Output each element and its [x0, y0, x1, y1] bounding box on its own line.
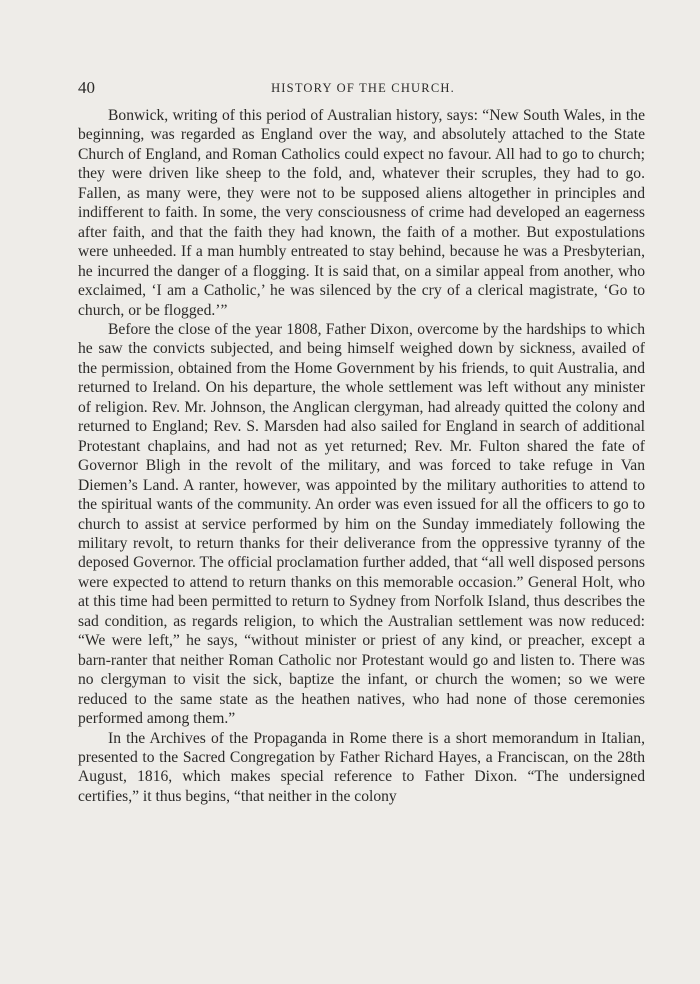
page-header [78, 78, 648, 98]
paragraph-propaganda-archives: In the Archives of the Propaganda in Rome there is a short memorandum in Italian, presented to the Sacred Congregation by Father Richard Hayes, a Franciscan, on the 28th August, 1816, which makes special reference to Father Dixon. “The undersigned certifies,” it thus begins, “that neither in the colony [78, 729, 645, 805]
paragraph-bonwick-quote: Bonwick, writing of this period of Australian history, says: “New South Wales, in the beginning, was regarded as England over the way, and absolutely attached to the State Church of England, and Roman Catholics could expect no favour. All had to go to church; they were driven like sheep to the fold, and, whatever their scruples, they had to go. Fallen, as many were, they were not to be supposed aliens altogether in principles and indifferent to faith. In some, the very consciousness of crime had developed an eagerness after faith, and that the faith they had known, the faith of a mother. But expostulations were unheeded. If a man humbly entreated to stay behind, because he was a Presbyterian, he incurred the danger of a flogging. It is said that, on a similar appeal from another, who exclaimed, ‘I am a Catholic,’ he was silenced by the cry of a clerical magistrate, ‘Go to church, or be flogged.’” [78, 107, 645, 319]
running-title: HISTORY OF THE CHURCH. [271, 81, 455, 95]
page-number: 40 [78, 78, 95, 97]
body-text [78, 106, 645, 806]
paragraph-father-dixon-departure: Before the close of the year 1808, Father Dixon, overcome by the hardships to which he saw the convicts subjected, and being himself weighed down by sickness, availed of the permission, obtained from the Home Government by his friends, to quit Australia, and returned to Ireland. On his departure, the whole settlement was left without any minister of religion. Rev. Mr. Johnson, the Anglican clergyman, had already quitted the colony and returned to England; Rev. S. Marsden had also sailed for England in search of additional Protestant chaplains, and had not as yet returned; Rev. Mr. Fulton shared the fate of Governor Bligh in the revolt of the military, and was forced to take refuge in Van Diemen’s Land. A ranter, however, was appointed by the military authorities to attend to the spiritual wants of the community. An order was even issued for all the officers to go to church to assist at service performed by him on the Sunday immediately following the military revolt, to return thanks for their deliverance from the oppressive tyranny of the deposed Governor. The official proclamation further added, that “all well disposed persons were expected to attend to return thanks on this memorable occasion.” General Holt, who at this time had been permitted to return to Sydney from Norfolk Island, thus describes the sad condition, as regards religion, to which the Australian settlement was now reduced: “We were left,” he says, “without minister or priest of any kind, or preacher, except a barn-ranter that neither Roman Catholic nor Protestant would go and listen to. There was no clergyman to visit the sick, baptize the infant, or church the women; so we were reduced to the same state as the heathen natives, who had none of those ceremonies performed among them.” [78, 320, 645, 728]
